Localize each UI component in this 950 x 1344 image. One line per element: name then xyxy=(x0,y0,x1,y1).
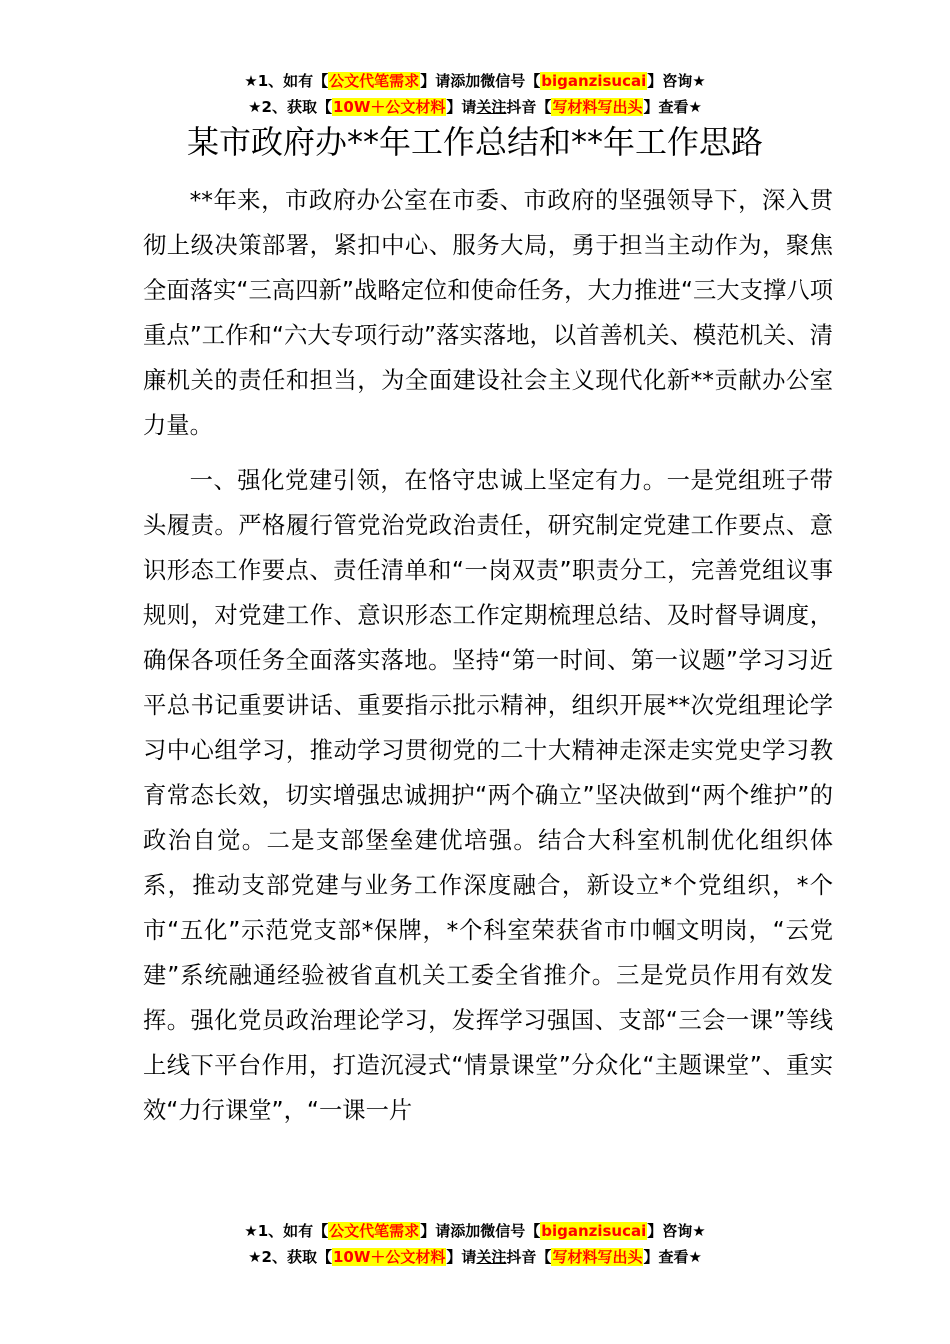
promo-text: ★2、获取【 xyxy=(248,1248,332,1266)
promo-text: 抖音【 xyxy=(506,98,552,116)
promo-underline: 关注 xyxy=(476,1248,507,1266)
promo-highlight: 公文代笔需求 xyxy=(329,72,420,90)
promo-text: ★2、获取【 xyxy=(248,98,332,116)
promo-highlight: 写材料写出头 xyxy=(552,1248,643,1266)
promo-text: 抖音【 xyxy=(506,1248,552,1266)
document-body xyxy=(143,178,833,1143)
promo-wechat-id: biganzisucai xyxy=(541,72,647,90)
promo-text: 】咨询★ xyxy=(647,72,706,90)
paragraph-intro: **年来，市政府办公室在市委、市政府的坚强领导下，深入贯彻上级决策部署，紧扣中心、服务大局，勇于担当主动作为，聚焦全面落实“三高四新”战略定位和使命任务，大力推进“三大支撑八项重点”工作和“六大专项行动”落实落地，以首善机关、模范机关、清廉机关的责任和担当，为全面建设社会主义现代化新**贡献办公室力量。 xyxy=(143,187,833,439)
promo-highlight: 10W＋公文材料 xyxy=(332,1248,446,1266)
promo-text: 】查看★ xyxy=(643,98,702,116)
promo-line-2 xyxy=(0,94,950,120)
promo-text: 】请添加微信号【 xyxy=(420,72,541,90)
header-promo-banner xyxy=(0,68,950,120)
promo-text: 】请 xyxy=(446,1248,477,1266)
paragraph-section-1: 一、强化党建引领，在恪守忠诚上坚定有力。一是党组班子带头履责。严格履行管党治党政治责任，研究制定党建工作要点、意识形态工作要点、责任清单和“一岗双责”职责分工，完善党组议事规则，对党建工作、意识形态工作定期梳理总结、及时督导调度，确保各项任务全面落实落地。坚持“第一时间、第一议题”学习习近平总书记重要讲话、重要指示批示精神，组织开展**次党组理论学习中心组学习，推动学习贯彻党的二十大精神走深走实党史学习教育常态长效，切实增强忠诚拥护“两个确立”坚决做到“两个维护”的政治自觉。二是支部堡垒建优培强。结合大科室机制优化组织体系，推动支部党建与业务工作深度融合，新设立*个党组织，*个市“五化”示范党支部*保牌，*个科室荣获省市巾帼文明岗，“云党建”系统融通经验被省直机关工委全省推介。三是党员作用有效发挥。强化党员政治理论学习，发挥学习强国、支部“三会一课”等线上线下平台作用，打造沉浸式“情景课堂”分众化“主题课堂”、重实效“力行课堂”，“一课一片 xyxy=(143,467,833,1124)
promo-text: ★1、如有【 xyxy=(244,72,329,90)
promo-line-1 xyxy=(0,68,950,94)
promo-underline: 关注 xyxy=(476,98,507,116)
promo-highlight: 10W＋公文材料 xyxy=(332,98,446,116)
promo-line-2 xyxy=(0,1244,950,1270)
footer-promo-banner xyxy=(0,1218,950,1270)
promo-text: 】请添加微信号【 xyxy=(420,1222,541,1240)
promo-text: ★1、如有【 xyxy=(244,1222,329,1240)
document-title: 某市政府办**年工作总结和**年工作思路 xyxy=(186,123,763,161)
promo-highlight: 写材料写出头 xyxy=(552,98,643,116)
promo-text: 】请 xyxy=(446,98,477,116)
promo-highlight: 公文代笔需求 xyxy=(329,1222,420,1240)
promo-line-1 xyxy=(0,1218,950,1244)
promo-text: 】查看★ xyxy=(643,1248,702,1266)
promo-text: 】咨询★ xyxy=(647,1222,706,1240)
promo-wechat-id: biganzisucai xyxy=(541,1222,647,1240)
